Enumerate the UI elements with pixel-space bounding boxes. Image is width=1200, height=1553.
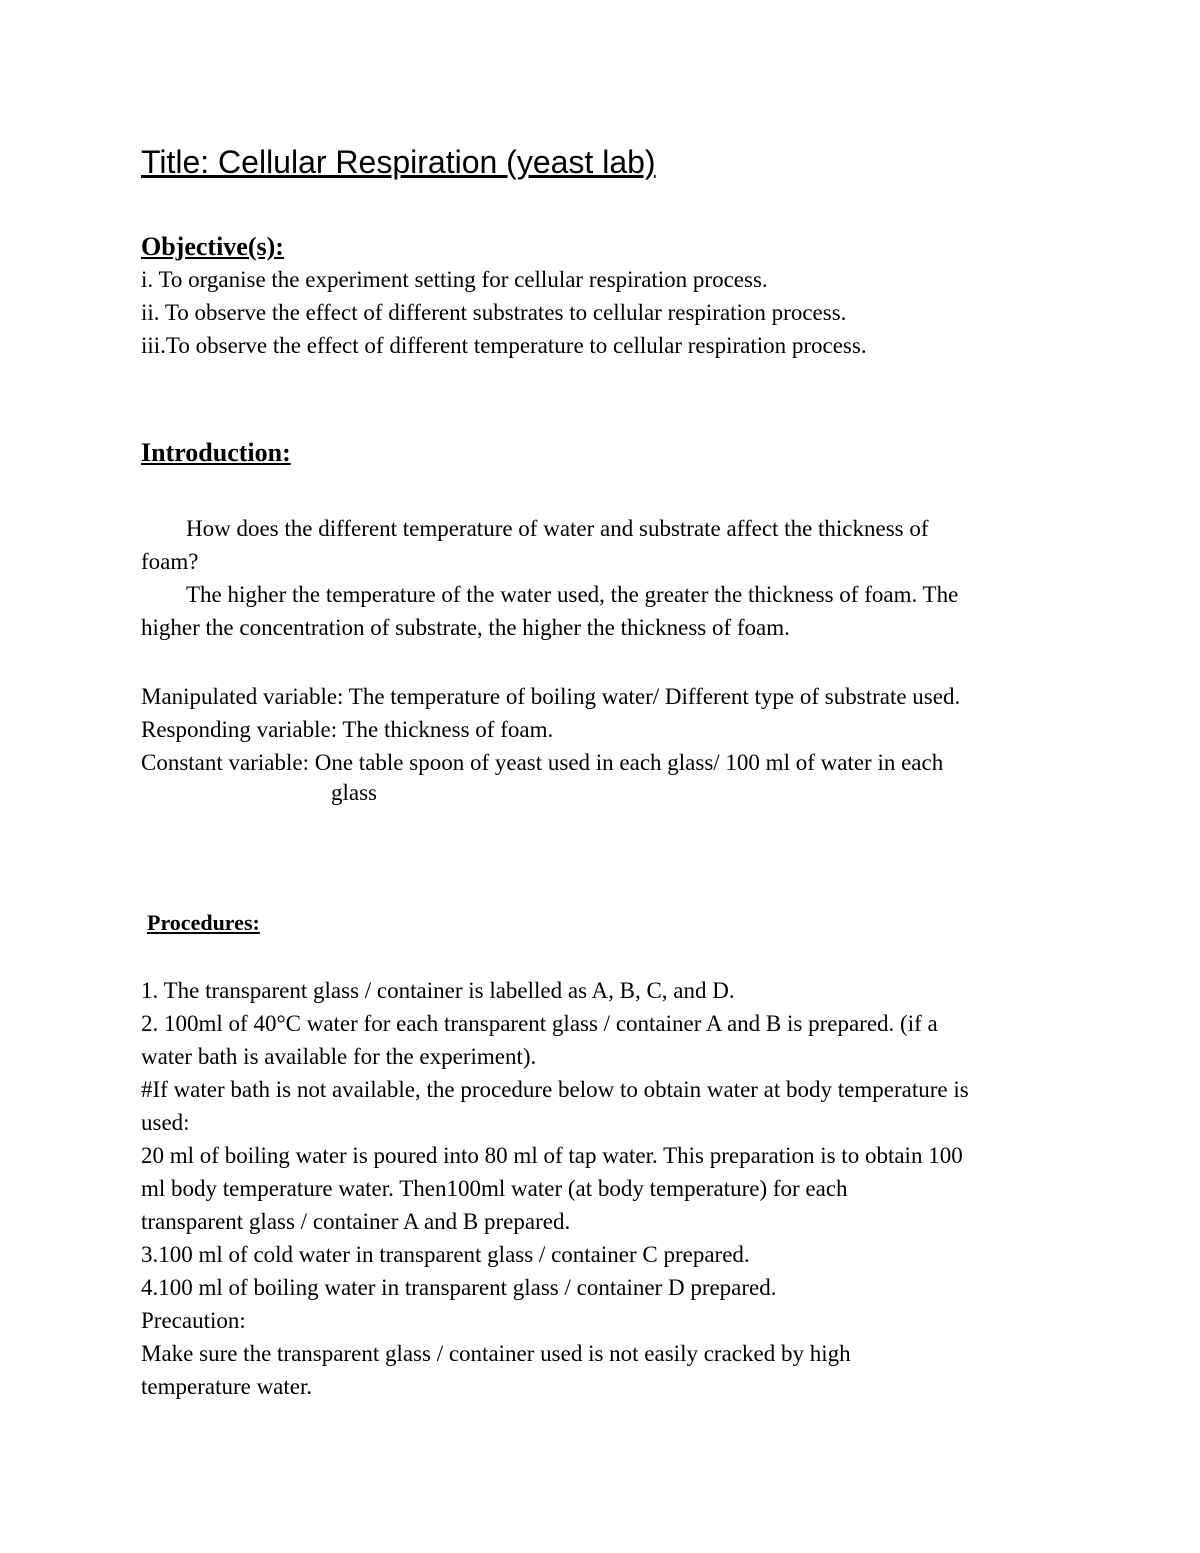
procedures-list — [141, 974, 969, 1403]
procedure-line: 2. 100ml of 40°C water for each transparent glass / container A and B is prepared. (if a — [141, 1011, 938, 1036]
introduction-body — [141, 512, 958, 644]
procedure-line: 20 ml of boiling water is poured into 80 ml of tap water. This preparation is to obtain 100 — [141, 1143, 963, 1168]
objective-item: i. To organise the experiment setting for cellular respiration process. — [141, 267, 768, 292]
constant-variable: Constant variable: One table spoon of yeast used in each glass/ 100 ml of water in each — [141, 750, 944, 775]
research-question-cont: foam? — [141, 549, 199, 574]
constant-variable-cont: glass — [331, 780, 377, 805]
procedure-line: 1. The transparent glass / container is labelled as A, B, C, and D. — [141, 978, 735, 1003]
procedure-line: ml body temperature water. Then100ml water (at body temperature) for each — [141, 1176, 848, 1201]
hypothesis-cont: higher the concentration of substrate, the higher the thickness of foam. — [141, 615, 790, 640]
procedure-line: 4.100 ml of boiling water in transparent glass / container D prepared. — [141, 1275, 777, 1300]
manipulated-variable: Manipulated variable: The temperature of boiling water/ Different type of substrate used. — [141, 684, 961, 709]
procedures-heading-block — [147, 906, 260, 939]
precaution-text: Make sure the transparent glass / container used is not easily cracked by high — [141, 1341, 851, 1366]
procedure-line: transparent glass / container A and B prepared. — [141, 1209, 571, 1234]
introduction-heading-block — [141, 436, 291, 469]
precaution-text: temperature water. — [141, 1374, 313, 1399]
procedure-line: water bath is available for the experiment). — [141, 1044, 537, 1069]
hypothesis: The higher the temperature of the water used, the greater the thickness of foam. The — [186, 582, 959, 607]
procedure-line: #If water bath is not available, the procedure below to obtain water at body temperature is — [141, 1077, 969, 1102]
procedure-line: used: — [141, 1110, 190, 1135]
objective-item: ii. To observe the effect of different substrates to cellular respiration process. — [141, 300, 847, 325]
variables-block — [141, 680, 960, 807]
objectives-section — [141, 230, 867, 362]
document-title: Title: Cellular Respiration (yeast lab) — [141, 144, 656, 180]
objectives-heading: Objective(s): — [141, 232, 284, 261]
introduction-heading: Introduction: — [141, 438, 291, 467]
procedures-heading: Procedures: — [147, 910, 260, 935]
procedure-line: 3.100 ml of cold water in transparent glass / container C prepared. — [141, 1242, 750, 1267]
precaution-label: Precaution: — [141, 1308, 246, 1333]
responding-variable: Responding variable: The thickness of foam. — [141, 717, 554, 742]
objective-item: iii.To observe the effect of different temperature to cellular respiration process. — [141, 333, 867, 358]
research-question: How does the different temperature of water and substrate affect the thickness of — [186, 516, 929, 541]
